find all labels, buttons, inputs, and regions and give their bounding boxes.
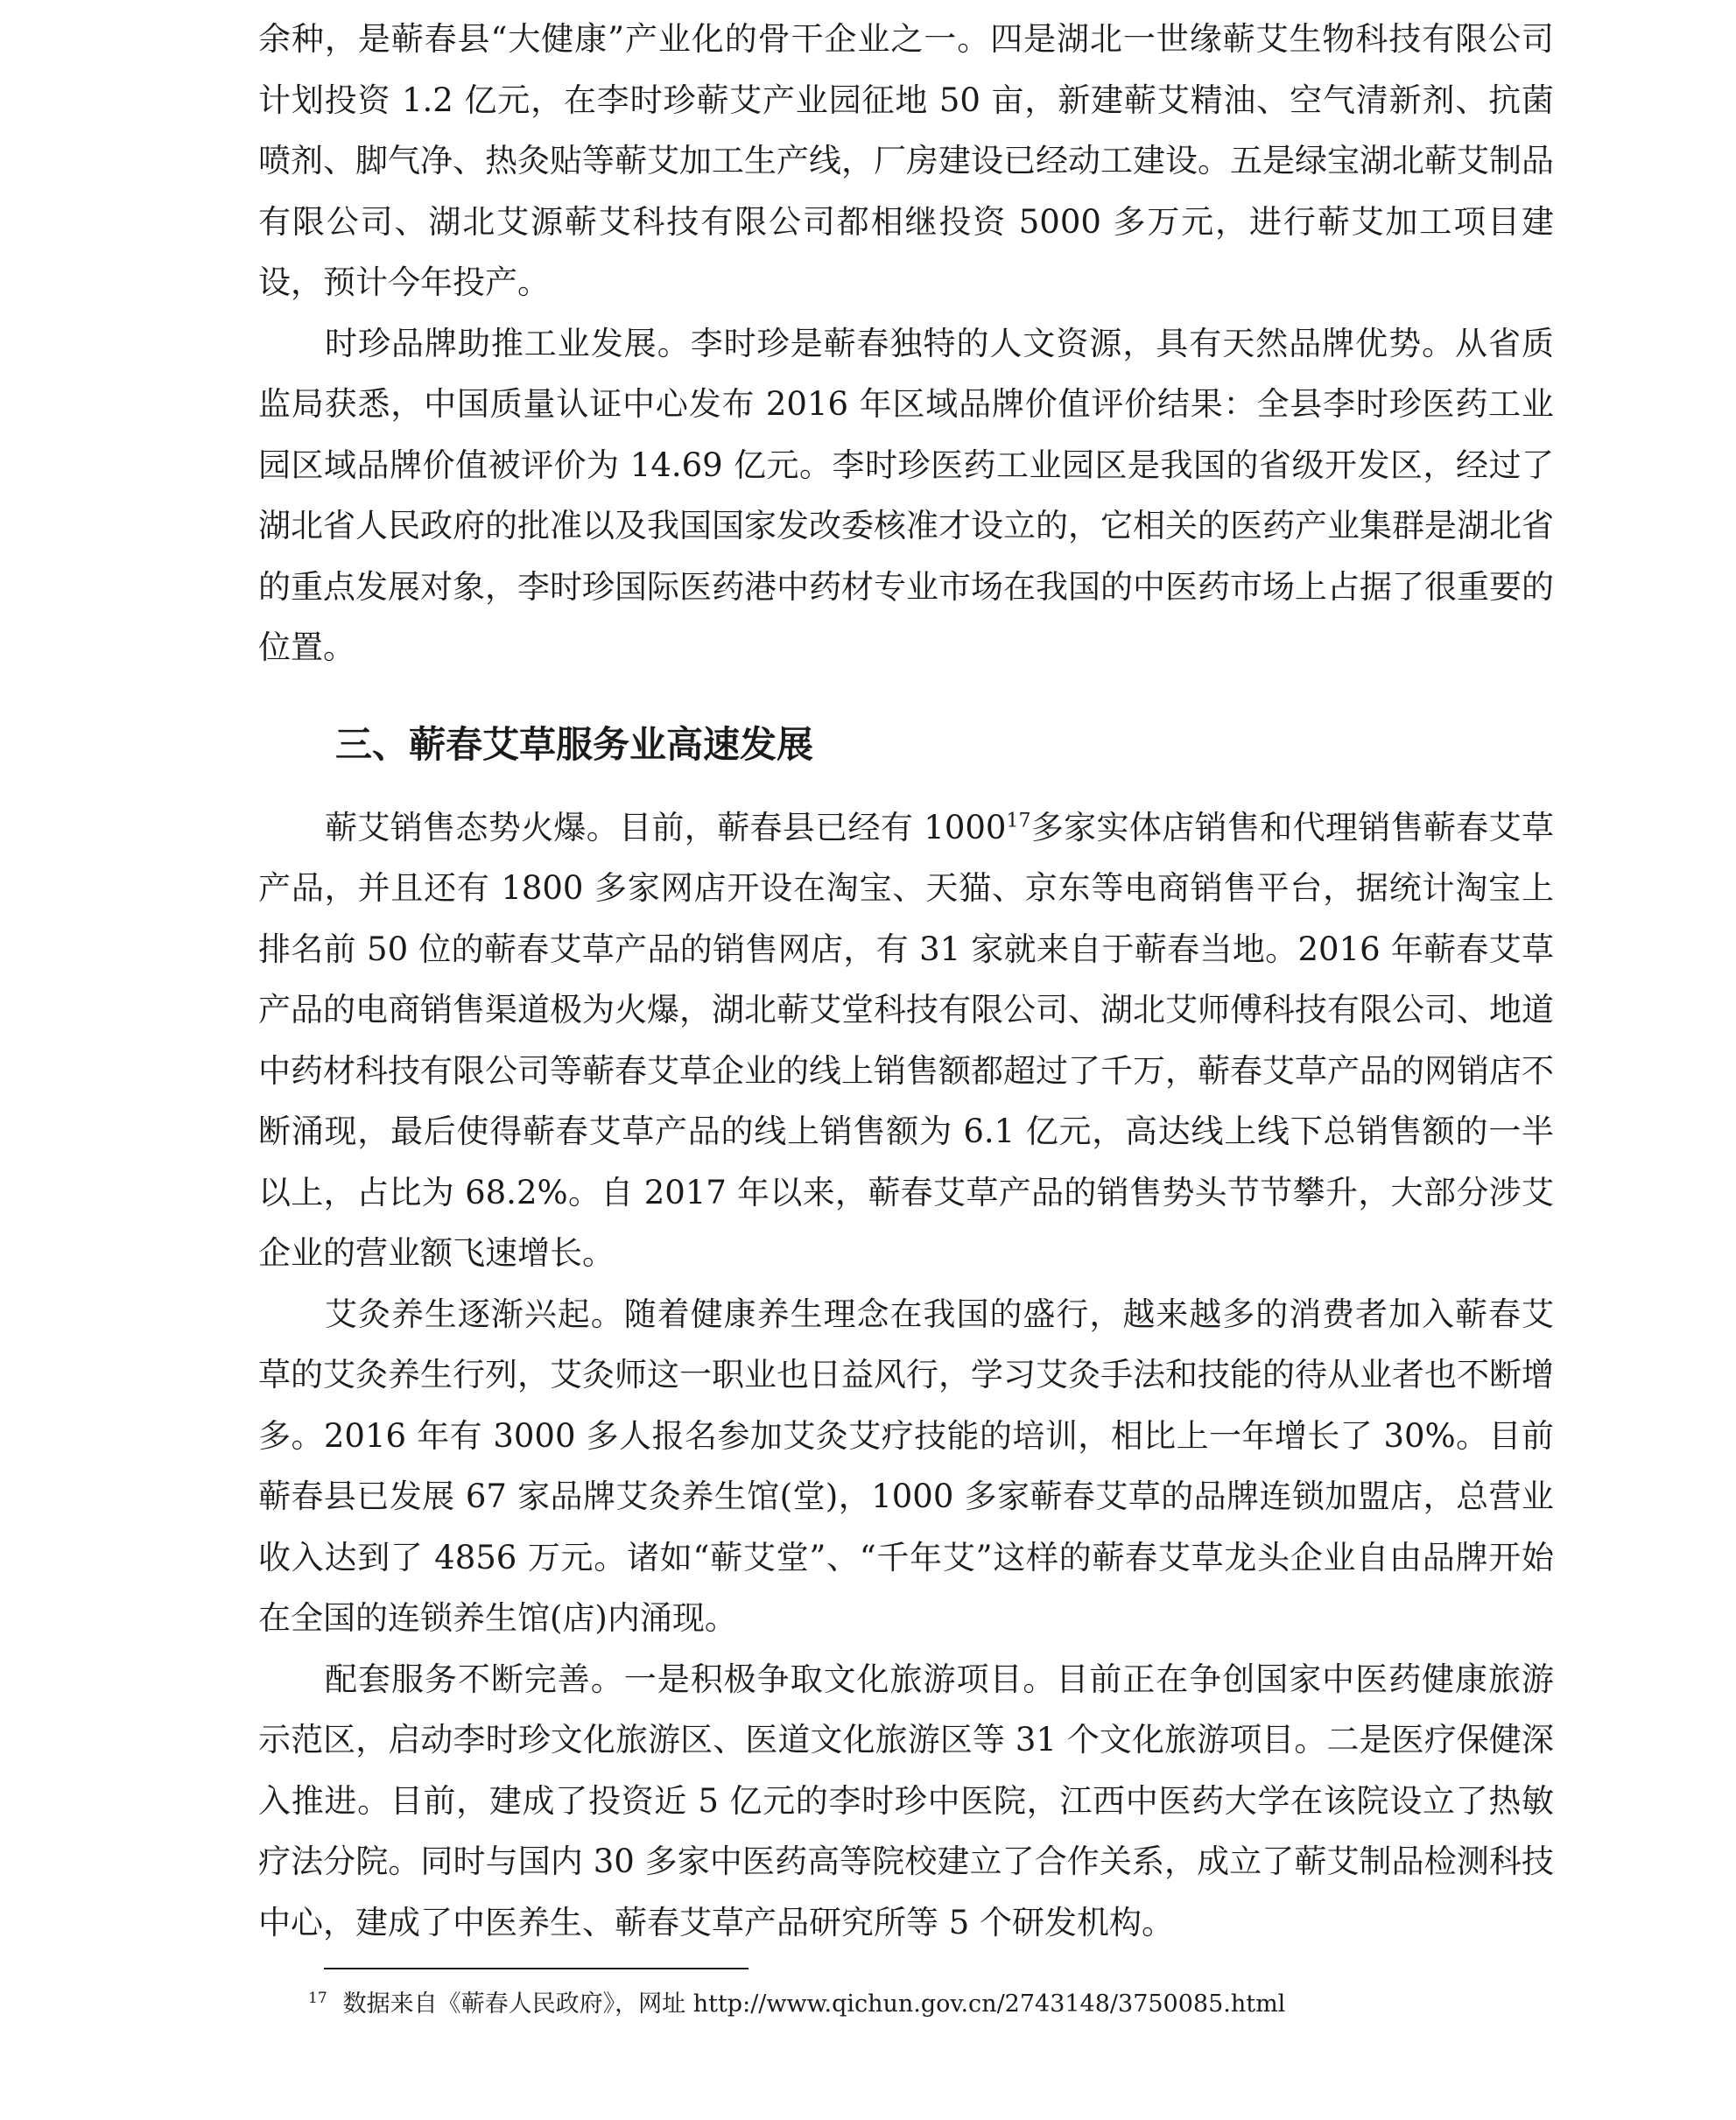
footnote-divider bbox=[324, 1968, 749, 1969]
footnote-mark: 17 bbox=[308, 1990, 327, 2007]
paragraph-3 bbox=[258, 797, 1554, 1284]
footnote-reference: 17 bbox=[1006, 810, 1031, 832]
paragraph-5: 配套服务不断完善。一是积极争取文化旅游项目。目前正在争创国家中医药健康旅游示范区，启动李时珍文化旅游区、医道文化旅游区等 31 个文化旅游项目。二是医疗保健深入推进。目前，建成了投资近 5 亿元的李时珍中医院，江西中医药大学在该院设立了热敏疗法分院。同时与国内 30 多家中医药高等院校建立了合作关系，成立了蕲艾制品检测科技中心，建成了中医养生、蕲春艾草产品研究所等 5 个研发机构。 bbox=[258, 1660, 1554, 1941]
body-text bbox=[258, 9, 1554, 1953]
paragraph-1: 余种，是蕲春县“大健康”产业化的骨干企业之一。四是湖北一世缘蕲艾生物科技有限公司计划投资 1.2 亿元，在李时珍蕲艾产业园征地 50 亩，新建蕲艾精油、空气清新剂、抗菌喷剂、脚气净、热灸贴等蕲艾加工生产线，厂房建设已经动工建设。五是绿宝湖北蕲艾制品有限公司、湖北艾源蕲艾科技有限公司都相继投资 5000 多万元，进行蕲艾加工项目建设，预计今年投产。 bbox=[258, 20, 1554, 301]
paragraph-2: 时珍品牌助推工业发展。李时珍是蕲春独特的人文资源，具有天然品牌优势。从省质监局获悉，中国质量认证中心发布 2016 年区域品牌价值评价结果：全县李时珍医药工业园区域品牌价值被评价为 14.69 亿元。李时珍医药工业园区是我国的省级开发区，经过了湖北省人民政府的批准以及我国国家发改委核准才设立的，它相关的医药产业集群是湖北省的重点发展对象，李时珍国际医药港中药材专业市场在我国的中医药市场上占据了很重要的位置。 bbox=[258, 324, 1554, 666]
paragraph-4: 艾灸养生逐渐兴起。随着健康养生理念在我国的盛行，越来越多的消费者加入蕲春艾草的艾灸养生行列，艾灸师这一职业也日益风行，学习艾灸手法和技能的待从业者也不断增多。2016 年有 3000 多人报名参加艾灸艾疗技能的培训，相比上一年增长了 30%。目前蕲春县已发展 67 家品牌艾灸养生馆(堂)，1000 多家蕲春艾草的品牌连锁加盟店，总营业收入达到了 4856 万元。诸如“蕲艾堂”、“千年艾”这样的蕲春艾草龙头企业自由品牌开始在全国的连锁养生馆(店)内涌现。 bbox=[258, 1295, 1554, 1637]
footnote-text: 数据来自《蕲春人民政府》，网址 http://www.qichun.gov.cn/2743148/3750085.html bbox=[342, 1990, 1286, 2018]
section-heading: 三、蕲春艾草服务业高速发展 bbox=[335, 722, 814, 766]
paragraph-3-rest: 多家实体店销售和代理销售蕲春艾草产品，并且还有 1800 多家网店开设在淘宝、天猫、京东等电商销售平台，据统计淘宝上排名前 50 位的蕲春艾草产品的销售网店，有 31 家就来自于蕲春当地。2016 年蕲春艾草产品的电商销售渠道极为火爆，湖北蕲艾堂科技有限公司、湖北艾师傅科技有限公司、地道中药材科技有限公司等蕲春艾草企业的线上销售额都超过了千万，蕲春艾草产品的网销店不断涌现，最后使得蕲春艾草产品的线上销售额为 6.1 亿元，高达线上线下总销售额的一半以上，占比为 68.2%。自 2017 年以来，蕲春艾草产品的销售势头节节攀升，大部分涉艾企业的营业额飞速增长。 bbox=[258, 808, 1554, 1272]
paragraph-3-start: 蕲艾销售态势火爆。目前，蕲春县已经有 1000 bbox=[325, 808, 1007, 846]
footnote bbox=[308, 1987, 1285, 2022]
